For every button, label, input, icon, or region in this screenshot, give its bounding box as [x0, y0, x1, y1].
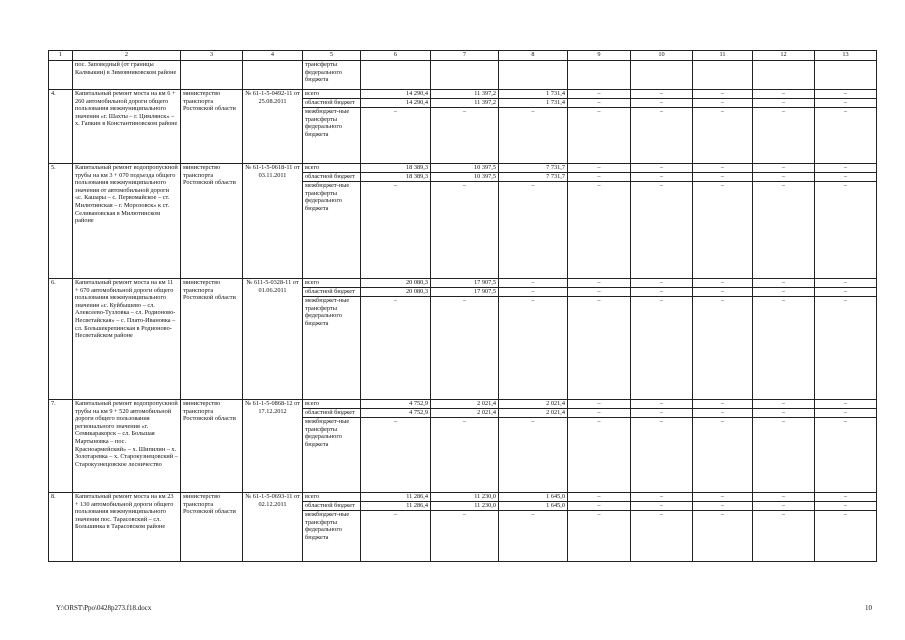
col-header: 10: [631, 51, 693, 61]
value-cell: 20 080,3: [361, 279, 431, 288]
value-cell: –: [693, 493, 753, 502]
executor: министерство транспорта Ростовской области: [181, 493, 243, 562]
value-cell: –: [753, 418, 815, 493]
value-cell: –: [815, 288, 877, 297]
value-cell: –: [631, 493, 693, 502]
value-cell: –: [431, 511, 499, 562]
value-cell: –: [815, 409, 877, 418]
value-cell: –: [631, 182, 693, 279]
value-cell: –: [568, 511, 631, 562]
data-table: [48, 50, 877, 562]
page-number: 10: [865, 604, 872, 612]
value-cell: –: [431, 297, 499, 400]
funding-source: областной бюджет: [303, 173, 361, 182]
funding-source: всего: [303, 493, 361, 502]
value-cell: –: [361, 182, 431, 279]
value-cell: 4 752,9: [361, 409, 431, 418]
funding-source: межбюджет-ные трансферты федерального бюджета: [303, 108, 361, 164]
value-cell: –: [693, 288, 753, 297]
value-cell: 2 021,4: [499, 400, 568, 409]
col-header: 1: [49, 51, 73, 61]
project-name: Капитальный ремонт моста на км 11 + 670 автомобильной дороги общего пользования межмуниципального значения «с. Куйбышево – сл. Алексеево-Тузловка – сл. Родионово-Несветайская» – с. Плато-Ивановка – сл. Большекрепинская в Родионово-Несветайском районе: [73, 279, 181, 400]
continuation-source: трансферты федерального бюджета: [303, 61, 361, 90]
value-cell: 11 397,2: [431, 90, 499, 99]
funding-source: областной бюджет: [303, 502, 361, 511]
value-cell: –: [753, 511, 815, 562]
continuation-name: пос. Заповедный (от границы Калмыкии) в Зимовниковском районе: [73, 61, 181, 90]
value-cell: 2 021,4: [431, 409, 499, 418]
executor: министерство транспорта Ростовской области: [181, 90, 243, 164]
value-cell: –: [753, 182, 815, 279]
col-header: 8: [499, 51, 568, 61]
value-cell: –: [631, 173, 693, 182]
value-cell: –: [568, 173, 631, 182]
contract-number: № 61-1-5-0492-11 от 25.08.2011: [243, 90, 303, 164]
funding-source: межбюджет-ные трансферты федерального бюджета: [303, 182, 361, 279]
value-cell: –: [499, 511, 568, 562]
value-cell: –: [568, 90, 631, 99]
value-cell: –: [568, 493, 631, 502]
table-row: [49, 90, 877, 99]
value-cell: –: [499, 418, 568, 493]
value-cell: –: [568, 502, 631, 511]
value-cell: 14 290,4: [361, 90, 431, 99]
funding-source: межбюджет-ные трансферты федерального бюджета: [303, 418, 361, 493]
project-name: Капитальный ремонт водопропускной трубы на км 3 + 070 подъезда общего пользования межмуниципального значения от автомобильной дороги «с. Кашары – с. Первомайское – ст. Милютинская – г. Морозовск» к ст. Селивановская в Милютинском районе: [73, 164, 181, 279]
value-cell: –: [568, 288, 631, 297]
value-cell: –: [568, 182, 631, 279]
value-cell: 1 731,4: [499, 90, 568, 99]
executor: министерство транспорта Ростовской области: [181, 400, 243, 493]
value-cell: –: [815, 279, 877, 288]
value-cell: 1 731,4: [499, 99, 568, 108]
value-cell: 11 397,2: [431, 99, 499, 108]
value-cell: –: [815, 90, 877, 99]
funding-source: областной бюджет: [303, 99, 361, 108]
value-cell: –: [753, 288, 815, 297]
value-cell: –: [361, 418, 431, 493]
value-cell: –: [693, 90, 753, 99]
value-cell: –: [631, 90, 693, 99]
row-number: 4.: [49, 90, 73, 164]
row-number: 7.: [49, 400, 73, 493]
value-cell: 10 397,5: [431, 173, 499, 182]
value-cell: –: [753, 173, 815, 182]
value-cell: –: [631, 511, 693, 562]
value-cell: –: [568, 297, 631, 400]
col-header: 13: [815, 51, 877, 61]
table-row: [49, 164, 877, 173]
value-cell: –: [815, 493, 877, 502]
value-cell: –: [499, 288, 568, 297]
value-cell: –: [631, 418, 693, 493]
value-cell: –: [631, 409, 693, 418]
file-path: Y:\ORST\Ppo\0428p273.f18.docx: [56, 604, 152, 612]
value-cell: –: [568, 418, 631, 493]
value-cell: –: [753, 502, 815, 511]
value-cell: –: [631, 297, 693, 400]
value-cell: 2 021,4: [431, 400, 499, 409]
table-row: [49, 493, 877, 502]
value-cell: –: [499, 279, 568, 288]
value-cell: –: [361, 108, 431, 164]
contract-number: № 61-1-5-0868-12 от 17.12.2012: [243, 400, 303, 493]
value-cell: 7 731,7: [499, 173, 568, 182]
value-cell: 11 230,0: [431, 493, 499, 502]
value-cell: –: [631, 400, 693, 409]
col-header: 4: [243, 51, 303, 61]
value-cell: –: [693, 164, 753, 173]
funding-source: всего: [303, 279, 361, 288]
value-cell: 17 907,5: [431, 279, 499, 288]
value-cell: –: [815, 182, 877, 279]
value-cell: –: [568, 99, 631, 108]
value-cell: –: [631, 99, 693, 108]
value-cell: 10 397,5: [431, 164, 499, 173]
value-cell: 20 080,3: [361, 288, 431, 297]
value-cell: 18 389,3: [361, 164, 431, 173]
value-cell: 2 021,4: [499, 409, 568, 418]
value-cell: –: [815, 400, 877, 409]
value-cell: –: [568, 108, 631, 164]
value-cell: –: [693, 173, 753, 182]
value-cell: –: [815, 502, 877, 511]
value-cell: 11 286,4: [361, 502, 431, 511]
value-cell: –: [815, 418, 877, 493]
funding-source: всего: [303, 400, 361, 409]
value-cell: –: [753, 279, 815, 288]
value-cell: –: [753, 99, 815, 108]
project-name: Капитальный ремонт моста на км 6 + 260 автомобильной дороги общего пользования межмуниципального значения «г. Шахты – г. Цимлянск» – х. Гапкин в Константиновском районе: [73, 90, 181, 164]
value-cell: 11 286,4: [361, 493, 431, 502]
value-cell: –: [361, 511, 431, 562]
row-number: 6.: [49, 279, 73, 400]
value-cell: –: [693, 409, 753, 418]
row-number: 8.: [49, 493, 73, 562]
value-cell: –: [631, 108, 693, 164]
project-name: Капитальный ремонт водопропускной трубы на км 9 + 520 автомобильной дороги общего пользования регионального значения «г. Семикаракорск – сл. Большая Мартыновка – пос. Красноармейский» – х. Шипилин – х. Золотаревка – х. Старокузнецовский – Старокузнецовское лесничество: [73, 400, 181, 493]
contract-number: № 61-1-5-0693-11 от 02.12.2011: [243, 493, 303, 562]
funding-source: областной бюджет: [303, 409, 361, 418]
funding-source: всего: [303, 90, 361, 99]
continuation-row: [49, 61, 877, 90]
value-cell: –: [568, 279, 631, 288]
col-header: 11: [693, 51, 753, 61]
value-cell: –: [693, 511, 753, 562]
value-cell: –: [431, 182, 499, 279]
value-cell: –: [631, 164, 693, 173]
value-cell: –: [631, 502, 693, 511]
value-cell: –: [568, 409, 631, 418]
col-header: 3: [181, 51, 243, 61]
row-number: 5.: [49, 164, 73, 279]
value-cell: 1 645,0: [499, 493, 568, 502]
value-cell: –: [499, 182, 568, 279]
header-row: [49, 51, 877, 61]
value-cell: –: [753, 164, 815, 173]
col-header: 5: [303, 51, 361, 61]
value-cell: –: [815, 164, 877, 173]
value-cell: –: [693, 99, 753, 108]
funding-source: всего: [303, 164, 361, 173]
value-cell: –: [568, 164, 631, 173]
value-cell: –: [693, 279, 753, 288]
col-header: 9: [568, 51, 631, 61]
value-cell: 18 389,3: [361, 173, 431, 182]
value-cell: –: [753, 108, 815, 164]
value-cell: –: [631, 279, 693, 288]
col-header: 12: [753, 51, 815, 61]
value-cell: –: [361, 297, 431, 400]
value-cell: –: [815, 173, 877, 182]
value-cell: 17 907,5: [431, 288, 499, 297]
value-cell: –: [753, 400, 815, 409]
value-cell: –: [568, 400, 631, 409]
value-cell: 1 645,0: [499, 502, 568, 511]
contract-number: № 611-5-0328-11 от 01.06.2011: [243, 279, 303, 400]
value-cell: –: [499, 108, 568, 164]
project-name: Капитальный ремонт моста на км 23 + 130 автомобильной дороги общего пользования межмуниципального значения пос. Тарасовский – сл. Большинка в Тарасовском районе: [73, 493, 181, 562]
value-cell: –: [693, 297, 753, 400]
table-row: [49, 279, 877, 288]
value-cell: –: [693, 182, 753, 279]
col-header: 6: [361, 51, 431, 61]
value-cell: 11 230,0: [431, 502, 499, 511]
funding-source: областной бюджет: [303, 288, 361, 297]
value-cell: 4 752,9: [361, 400, 431, 409]
value-cell: –: [499, 297, 568, 400]
value-cell: –: [753, 493, 815, 502]
value-cell: –: [693, 502, 753, 511]
value-cell: –: [815, 99, 877, 108]
value-cell: –: [693, 418, 753, 493]
value-cell: –: [815, 297, 877, 400]
value-cell: –: [753, 297, 815, 400]
funding-source: межбюджет-ные трансферты федерального бюджета: [303, 297, 361, 400]
col-header: 2: [73, 51, 181, 61]
contract-number: № 61-1-5-0618-11 от 03.11.2011: [243, 164, 303, 279]
funding-source: межбюджет-ные трансферты федерального бюджета: [303, 511, 361, 562]
value-cell: –: [631, 288, 693, 297]
value-cell: –: [815, 511, 877, 562]
executor: министерство транспорта Ростовской области: [181, 164, 243, 279]
table-row: [49, 400, 877, 409]
value-cell: –: [431, 108, 499, 164]
value-cell: –: [815, 108, 877, 164]
executor: министерство транспорта Ростовской области: [181, 279, 243, 400]
value-cell: –: [753, 90, 815, 99]
value-cell: –: [753, 409, 815, 418]
value-cell: –: [693, 400, 753, 409]
value-cell: –: [431, 418, 499, 493]
value-cell: 14 290,4: [361, 99, 431, 108]
value-cell: –: [693, 108, 753, 164]
col-header: 7: [431, 51, 499, 61]
value-cell: 7 731,7: [499, 164, 568, 173]
